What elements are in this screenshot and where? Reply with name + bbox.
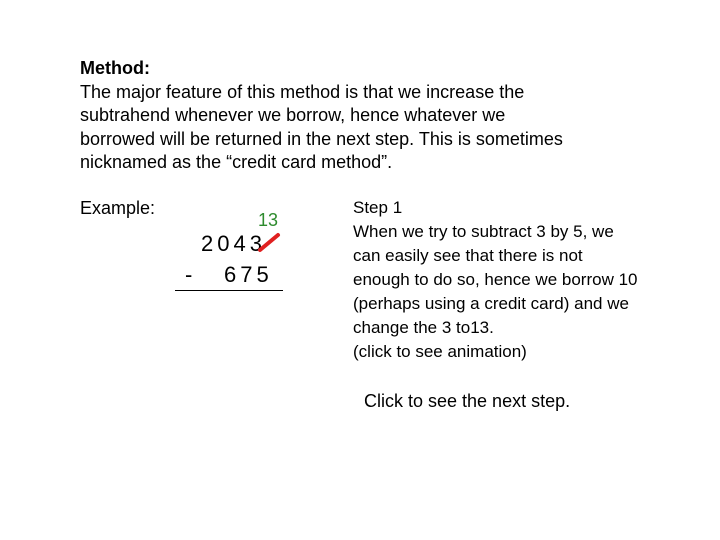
method-line-1: The major feature of this method is that we increase the [80,81,525,102]
borrow-carry-value: 13 [258,210,279,230]
method-description [80,57,640,175]
step-line-5: change the 3 to13. [353,318,494,337]
method-heading: Method: [80,58,150,78]
minuend-number: 2043 [201,231,266,256]
method-line-2: subtrahend whenever we borrow, hence whatever we [80,105,506,125]
animation-hint: (click to see animation) [353,342,527,361]
step-line-2: can easily see that there is not [353,246,583,265]
minus-operator: - [185,262,193,287]
step-title: Step 1 [353,198,403,217]
step-line-1: When we try to subtract 3 by 5, we [353,222,614,241]
next-step-link[interactable]: Click to see the next step. [364,391,571,411]
step-line-4: (perhaps using a credit card) and we [353,294,629,313]
step-explanation[interactable] [353,196,703,364]
strike-through-mark [256,232,282,254]
subtrahend-number: 675 [224,262,273,287]
answer-underline [175,290,283,291]
method-line-4: nicknamed as the “credit card method”. [80,152,393,172]
step-line-3: enough to do so, hence we borrow 10 [353,270,638,289]
method-line-3: borrowed will be returned in the next step. This is sometimes [80,128,563,149]
example-label: Example: [80,198,156,218]
